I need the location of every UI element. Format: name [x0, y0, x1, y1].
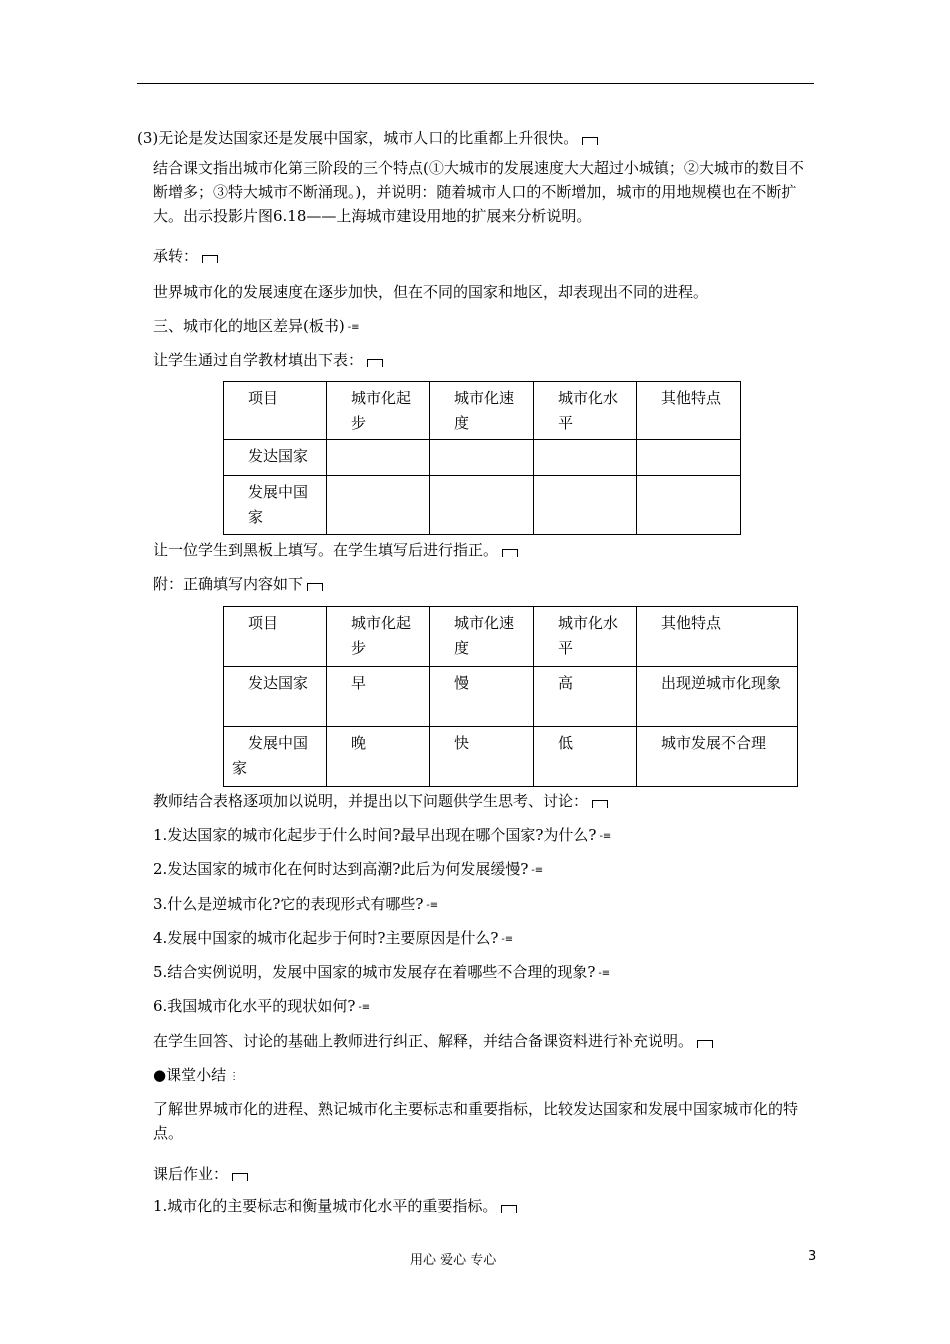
paragraph: 在学生回答、讨论的基础上教师进行纠正、解释，并结合备课资料进行补充说明。: [153, 1029, 833, 1053]
table-cell: [637, 476, 741, 535]
line-end-mark-icon: ⋮: [229, 1071, 240, 1082]
table-header-cell: 项目: [224, 607, 327, 667]
paragraph-mark-icon: [202, 255, 218, 263]
paragraph-mark-icon: [502, 549, 518, 557]
paragraph-mark-icon: [697, 1040, 713, 1048]
section-heading: ●课堂小结 ⋮: [153, 1063, 833, 1089]
table-cell: [327, 440, 430, 476]
table-cell: [430, 476, 534, 535]
table-row-label: 发展中国家: [224, 476, 327, 535]
question-item: 5.结合实例说明，发展中国家的城市发展存在着哪些不合理的现象? -≡: [153, 960, 833, 986]
question-item: 1.发达国家的城市化起步于什么时间?最早出现在哪个国家?为什么? -≡: [153, 823, 833, 849]
table-header-cell: 项目: [224, 382, 327, 440]
line-end-mark-icon: -≡: [358, 1002, 371, 1013]
page-number: 3: [808, 1249, 817, 1264]
paragraph: (3)无论是发达国家还是发展中国家，城市人口的比重都上升很快。: [137, 126, 817, 150]
header-rule: [137, 83, 814, 84]
table-header-cell: 其他特点: [637, 382, 741, 440]
homework-item: 1.城市化的主要标志和衡量城市化水平的重要指标。: [153, 1194, 833, 1218]
table-cell: [430, 440, 534, 476]
table-row-label: 发展中国家: [224, 727, 327, 787]
paragraph-mark-icon: [501, 1205, 517, 1213]
table-header-cell: 城市化起步: [327, 382, 430, 440]
paragraph: 承转：: [153, 244, 833, 268]
question-item: 6.我国城市化水平的现状如何? -≡: [153, 994, 833, 1020]
table-cell: [637, 440, 741, 476]
table-header-cell: 城市化起步: [327, 607, 430, 667]
paragraph-mark-icon: [367, 359, 383, 367]
paragraph: 教师结合表格逐项加以说明，并提出以下问题供学生思考、讨论：: [153, 789, 833, 813]
paragraph-mark-icon: [582, 137, 598, 145]
paragraph: 课后作业：: [153, 1162, 833, 1186]
paragraph: 让一位学生到黑板上填写。在学生填写后进行指正。: [153, 538, 833, 562]
table-header-cell: 其他特点: [637, 607, 798, 667]
table-cell: 高: [534, 667, 637, 727]
blank-table: [223, 381, 741, 535]
paragraph: 世界城市化的发展速度在逐步加快，但在不同的国家和地区，却表现出不同的进程。: [153, 283, 709, 301]
table-cell: [534, 440, 637, 476]
question-item: 4.发展中国家的城市化起步于何时?主要原因是什么? -≡: [153, 926, 833, 952]
section-heading: 三、城市化的地区差异(板书) -≡: [153, 314, 833, 340]
table-cell: 慢: [430, 667, 534, 727]
table-header-cell: 城市化速度: [430, 607, 534, 667]
answer-table: [223, 606, 798, 787]
table-header-cell: 城市化水平: [534, 607, 637, 667]
table-cell: [534, 476, 637, 535]
paragraph-mark-icon: [232, 1173, 248, 1181]
line-end-mark-icon: -≡: [426, 900, 439, 911]
paragraph-mark-icon: [307, 583, 323, 591]
line-end-mark-icon: -≡: [347, 322, 360, 333]
line-end-mark-icon: -≡: [598, 968, 611, 979]
table-header-cell: 城市化水平: [534, 382, 637, 440]
paragraph: 了解世界城市化的进程、熟记城市化主要标志和重要指标，比较发达国家和发展中国家城市化的特点。: [153, 1100, 799, 1142]
table-cell: 出现逆城市化现象: [637, 667, 798, 727]
table-header-cell: 城市化速度: [430, 382, 534, 440]
line-end-mark-icon: -≡: [531, 865, 544, 876]
paragraph: 附：正确填写内容如下: [153, 572, 833, 596]
line-end-mark-icon: -≡: [599, 831, 612, 842]
table-cell: 早: [327, 667, 430, 727]
table-cell: 晚: [327, 727, 430, 787]
paragraph: 结合课文指出城市化第三阶段的三个特点(①大城市的发展速度大大超过小城镇；②大城市的数目不断增多；③特大城市不断涌现。)，并说明：随着城市人口的不断增加，城市的用地规模也在不断扩大。出示投影片图6.18——上海城市建设用地的扩展来分析说明。: [153, 159, 804, 225]
table-cell: 城市发展不合理: [637, 727, 798, 787]
paragraph-mark-icon: [592, 800, 608, 808]
table-row-label: 发达国家: [224, 667, 327, 727]
paragraph: 让学生通过自学教材填出下表：: [153, 348, 833, 372]
table-cell: 低: [534, 727, 637, 787]
footer-motto: 用心 爱心 专心: [410, 1253, 497, 1268]
question-item: 3.什么是逆城市化?它的表现形式有哪些? -≡: [153, 892, 833, 918]
question-item: 2.发达国家的城市化在何时达到高潮?此后为何发展缓慢? -≡: [153, 857, 833, 883]
table-row-label: 发达国家: [224, 440, 327, 476]
table-cell: [327, 476, 430, 535]
line-end-mark-icon: -≡: [501, 934, 514, 945]
table-cell: 快: [430, 727, 534, 787]
